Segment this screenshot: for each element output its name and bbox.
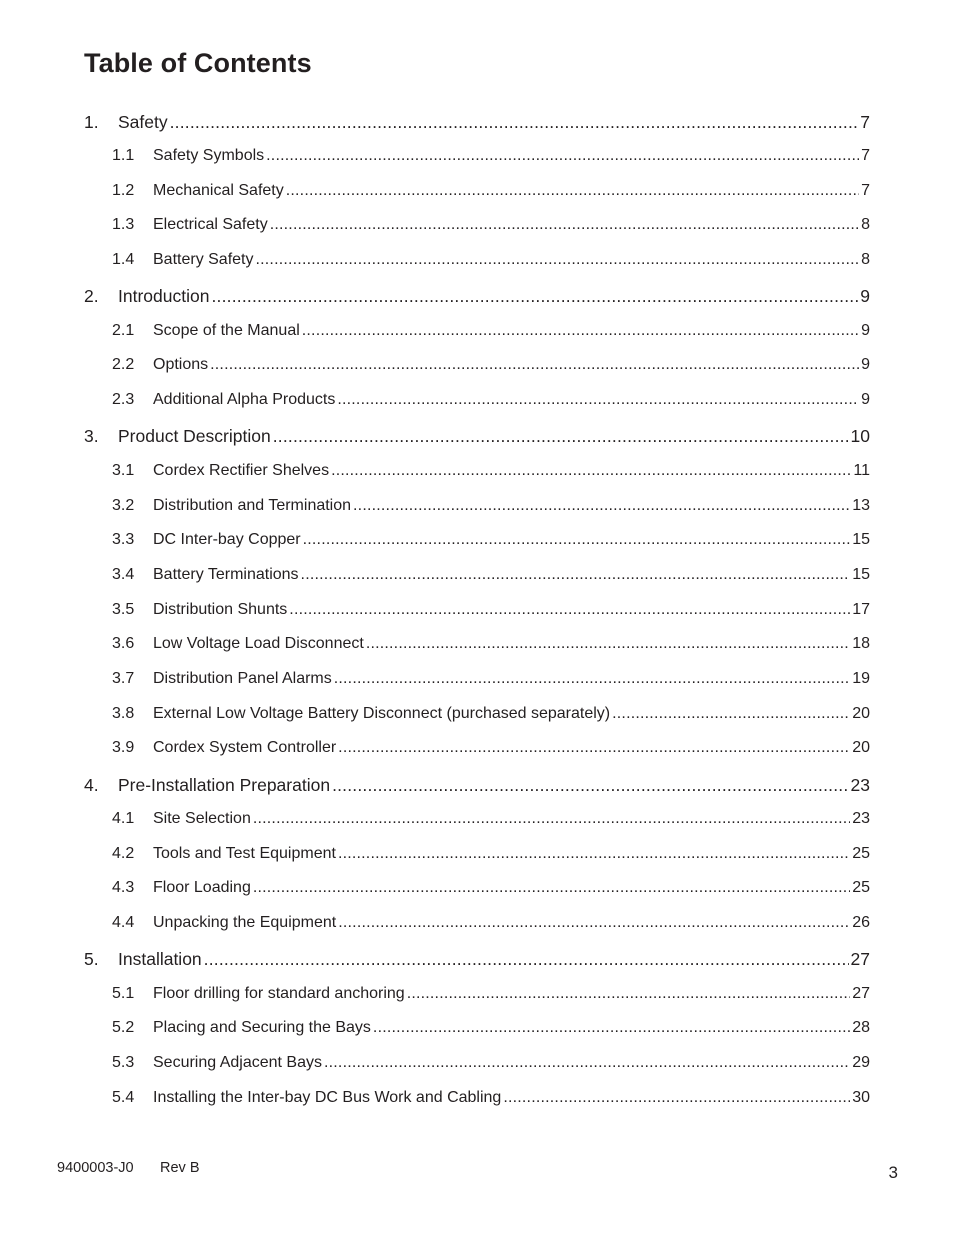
toc-entry-number: 1.3	[112, 216, 135, 234]
toc-entry-page: 7	[861, 181, 870, 199]
toc-entry-page: 20	[852, 704, 870, 722]
toc-entry-number: 3.8	[112, 704, 135, 722]
toc-dot-leader	[256, 243, 860, 278]
toc-entry[interactable]	[84, 766, 870, 802]
toc-entry-page: 15	[852, 565, 870, 583]
toc-dot-leader	[253, 802, 850, 837]
toc-entry[interactable]	[84, 662, 870, 697]
toc-entry-title: Electrical Safety	[153, 216, 268, 234]
toc-entry-number: 3.9	[112, 739, 135, 757]
toc-dot-leader	[286, 174, 859, 209]
toc-entry-title: Battery Safety	[153, 251, 254, 269]
toc-entry-page: 27	[852, 984, 870, 1002]
toc-entry-page: 8	[861, 216, 870, 234]
toc-dot-leader	[337, 383, 859, 418]
toc-entry[interactable]	[84, 906, 870, 941]
toc-entry-number: 4.	[84, 774, 99, 795]
footer-page-number: 3	[888, 1163, 898, 1182]
toc-entry[interactable]	[84, 454, 870, 489]
toc-entry[interactable]	[84, 383, 870, 418]
toc-dot-leader	[204, 942, 849, 977]
toc-entry-title: Safety	[118, 111, 168, 132]
toc-entry-title: Low Voltage Load Disconnect	[153, 635, 364, 653]
toc-dot-leader	[324, 1046, 850, 1081]
toc-entry-title: Distribution Shunts	[153, 600, 288, 618]
toc-entry-page: 9	[861, 321, 870, 339]
toc-entry[interactable]	[84, 593, 870, 628]
toc-dot-leader	[170, 105, 859, 140]
toc-entry-number: 2.3	[112, 391, 135, 409]
page-title: Table of Contents	[84, 48, 312, 78]
toc-entry-number: 3.7	[112, 669, 135, 687]
toc-entry-page: 17	[852, 600, 870, 618]
toc-entry-page: 25	[852, 879, 870, 897]
toc-entry-title: Tools and Test Equipment	[153, 844, 336, 862]
toc-entry[interactable]	[84, 523, 870, 558]
toc-entry-page: 30	[852, 1088, 870, 1106]
toc-entry-title: Cordex Rectifier Shelves	[153, 461, 330, 479]
toc-dot-leader	[503, 1081, 850, 1116]
toc-entry-title: Cordex System Controller	[153, 739, 337, 757]
toc-dot-leader	[253, 871, 850, 906]
toc-entry[interactable]	[84, 837, 870, 872]
toc-entry-page: 23	[852, 810, 870, 827]
toc-entry-number: 1.4	[112, 251, 135, 269]
toc-entry[interactable]	[84, 731, 870, 766]
toc-entry-title: Product Description	[118, 426, 271, 447]
toc-entry-title: Battery Terminations	[153, 565, 299, 583]
toc-entry-number: 4.4	[112, 914, 135, 932]
toc-entry-title: Installing the Inter-bay DC Bus Work and Cabling	[153, 1088, 502, 1106]
toc-dot-leader	[289, 593, 850, 628]
toc-entry-page: 29	[852, 1054, 870, 1072]
toc-entry-number: 3.5	[112, 600, 135, 618]
toc-entry[interactable]	[84, 802, 870, 837]
toc-entry-number: 3.3	[112, 531, 135, 549]
footer-revision: Rev B	[160, 1160, 200, 1176]
toc-entry-title: Scope of the Manual	[153, 321, 300, 339]
toc-entry-page: 7	[860, 111, 870, 132]
toc-entry[interactable]	[84, 1081, 870, 1116]
toc-entry-number: 2.1	[112, 321, 135, 339]
toc-entry-page: 9	[860, 286, 870, 307]
toc-entry[interactable]	[84, 1011, 870, 1046]
toc-entry-page: 26	[852, 914, 870, 932]
toc-entry-number: 4.1	[112, 810, 135, 827]
toc-dot-leader	[211, 279, 858, 314]
toc-entry-title: External Low Voltage Battery Disconnect (purchased separately)	[153, 704, 611, 722]
toc-entry-title: Introduction	[118, 286, 210, 307]
toc-entry-title: Floor Loading	[153, 879, 251, 897]
toc-entry-title: Distribution Panel Alarms	[153, 669, 332, 687]
toc-entry-page: 25	[852, 844, 870, 862]
toc-entry-page: 18	[852, 635, 870, 653]
toc-entry-page: 27	[850, 949, 870, 970]
toc-entry[interactable]	[84, 871, 870, 906]
toc-entry[interactable]	[84, 314, 870, 349]
toc-entry[interactable]	[84, 489, 870, 524]
toc-entry-page: 19	[852, 669, 870, 687]
toc-entry[interactable]	[84, 558, 870, 593]
toc-entry-title: Safety Symbols	[153, 147, 265, 164]
toc-entry[interactable]	[84, 418, 870, 454]
toc-entry[interactable]	[84, 139, 870, 174]
toc-dot-leader	[273, 419, 849, 454]
toc-entry-number: 1.2	[112, 181, 135, 199]
toc-dot-leader	[270, 208, 859, 243]
toc-dot-leader	[332, 768, 848, 803]
toc-entry-number: 5.	[84, 949, 99, 970]
toc-entry[interactable]	[84, 627, 870, 662]
toc-dot-leader	[210, 348, 859, 383]
toc-entry-title: Pre-Installation Preparation	[118, 774, 331, 795]
toc-dot-leader	[366, 627, 850, 662]
toc-entry-number: 3.6	[112, 635, 135, 653]
toc-entry[interactable]	[84, 243, 870, 278]
toc-dot-leader	[407, 977, 851, 1012]
toc-entry[interactable]	[84, 941, 870, 977]
toc-entry-number: 5.1	[112, 984, 135, 1002]
toc-dot-leader	[303, 523, 851, 558]
toc-entry-page: 11	[853, 461, 870, 479]
toc-entry-title: Floor drilling for standard anchoring	[153, 984, 405, 1002]
toc-entry-title: Mechanical Safety	[153, 181, 284, 199]
toc-entry[interactable]	[84, 697, 870, 732]
toc-entry-title: Distribution and Termination	[153, 496, 352, 514]
toc-entry-title: Securing Adjacent Bays	[153, 1054, 322, 1072]
toc-entry-page: 10	[850, 426, 870, 447]
toc-entry-title: DC Inter-bay Copper	[153, 531, 301, 549]
toc-dot-leader	[334, 662, 850, 697]
toc-entry-number: 5.4	[112, 1088, 135, 1106]
toc-dot-leader	[301, 558, 851, 593]
toc-entry[interactable]	[84, 208, 870, 243]
toc-dot-leader	[266, 139, 859, 174]
toc-dot-leader	[353, 489, 850, 524]
toc-entry-number: 1.	[84, 111, 99, 132]
toc-entry-number: 3.4	[112, 565, 135, 583]
toc-entry-title: Installation	[118, 949, 202, 970]
toc-entry-title: Additional Alpha Products	[153, 391, 336, 409]
toc-entry-page: 23	[850, 774, 870, 795]
footer-document-number: 9400003-J0	[57, 1160, 134, 1176]
toc-entry-number: 2.	[84, 286, 99, 307]
toc-entry-number: 4.3	[112, 879, 135, 897]
toc-entry-title: Site Selection	[153, 810, 251, 827]
toc-entry-number: 5.2	[112, 1019, 135, 1037]
toc-dot-leader	[331, 454, 851, 489]
toc-entry-title: Options	[153, 356, 209, 374]
toc-entry[interactable]	[84, 174, 870, 209]
toc-entry[interactable]	[84, 278, 870, 314]
toc-entry-page: 8	[861, 251, 870, 269]
toc-dot-leader	[338, 731, 850, 766]
toc-dot-leader	[302, 314, 859, 349]
toc-entry[interactable]	[84, 1046, 870, 1081]
toc-entry-title: Placing and Securing the Bays	[153, 1019, 371, 1037]
toc-entry-page: 7	[861, 147, 870, 164]
toc-entry-page: 28	[852, 1019, 870, 1037]
toc-dot-leader	[373, 1011, 850, 1046]
toc-entry-page: 9	[861, 391, 870, 409]
toc-entry[interactable]	[84, 977, 870, 1012]
toc-entry-number: 3.1	[112, 461, 135, 479]
toc-entry-number: 5.3	[112, 1054, 135, 1072]
table-of-contents	[84, 103, 870, 1116]
toc-entry-page: 13	[852, 496, 870, 514]
toc-entry[interactable]	[84, 103, 870, 139]
toc-entry-number: 1.1	[112, 147, 135, 164]
toc-entry[interactable]	[84, 348, 870, 383]
toc-dot-leader	[338, 906, 850, 941]
toc-entry-page: 9	[861, 356, 870, 374]
toc-entry-number: 3.	[84, 426, 99, 447]
toc-entry-number: 4.2	[112, 844, 135, 862]
toc-entry-title: Unpacking the Equipment	[153, 914, 337, 932]
toc-dot-leader	[338, 837, 850, 872]
toc-entry-number: 2.2	[112, 356, 135, 374]
toc-entry-number: 3.2	[112, 496, 135, 514]
toc-entry-page: 15	[852, 531, 870, 549]
toc-entry-page: 20	[852, 739, 870, 757]
toc-dot-leader	[612, 697, 850, 732]
